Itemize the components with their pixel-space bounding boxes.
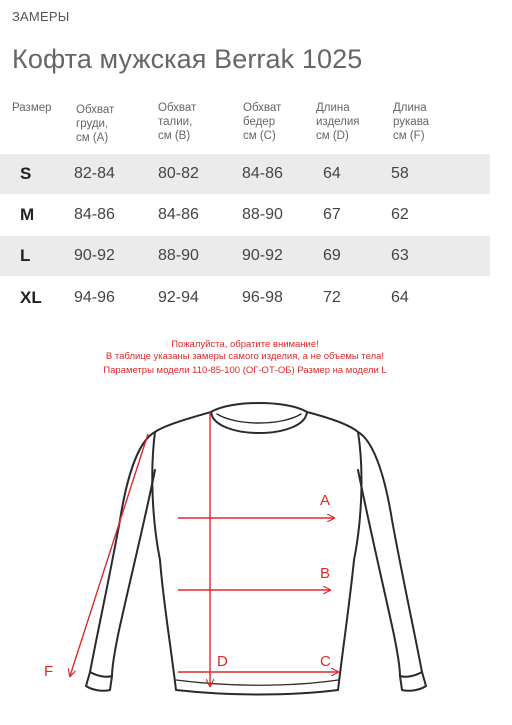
label-a: A	[320, 492, 331, 509]
cell-size: S	[20, 164, 32, 183]
cell-length: 69	[323, 247, 341, 264]
cell-hips: 84-86	[242, 165, 283, 182]
cell-sleeve: 63	[391, 247, 409, 264]
label-b: B	[320, 565, 331, 582]
right-cuff	[400, 672, 426, 691]
cell-hips: 88-90	[242, 206, 283, 223]
notice-line-3: Параметры модели 110-85-100 (ОГ-ОТ-ОБ) Размер на модели L	[103, 365, 387, 376]
label-d: D	[217, 653, 228, 670]
label-f: F	[44, 663, 54, 680]
notice-line-1: Пожалуйста, обратите внимание!	[171, 339, 319, 350]
cell-size: XL	[20, 288, 42, 307]
cell-waist: 92-94	[158, 289, 199, 306]
cell-waist: 80-82	[158, 165, 199, 182]
section-label: ЗАМЕРЫ	[12, 9, 70, 24]
cell-chest: 94-96	[74, 289, 115, 306]
cell-hips: 90-92	[242, 247, 283, 264]
body-left	[152, 412, 211, 690]
left-cuff	[86, 672, 112, 691]
header-chest: Обхват груди, см (А)	[76, 104, 115, 144]
cell-chest: 84-86	[74, 206, 115, 223]
hem-rib	[176, 680, 338, 685]
cell-size: M	[20, 205, 35, 224]
table-row	[0, 154, 490, 194]
measurement-lines	[70, 412, 338, 686]
body-right	[307, 412, 361, 690]
table-row	[0, 236, 490, 276]
cell-waist: 88-90	[158, 247, 199, 264]
collar-inner	[217, 414, 301, 423]
header-waist: Обхват талии, см (В)	[158, 102, 197, 142]
cell-length: 67	[323, 206, 341, 223]
header-sleeve: Длина рукава см (F)	[393, 102, 430, 142]
table-row	[0, 278, 490, 318]
cell-sleeve: 58	[391, 165, 409, 182]
label-c: C	[320, 653, 331, 670]
cell-chest: 82-84	[74, 165, 115, 182]
notice-line-2: В таблице указаны замеры самого изделия, а не объемы тела!	[105, 351, 385, 362]
cell-waist: 84-86	[158, 206, 199, 223]
header-size: Размер	[12, 102, 52, 114]
header-hips: Обхват бедер см (С)	[243, 102, 282, 142]
cell-sleeve: 62	[391, 206, 409, 223]
cell-chest: 90-92	[74, 247, 115, 264]
cell-size: L	[20, 246, 31, 265]
table-row	[0, 195, 490, 235]
cell-length: 72	[323, 289, 341, 306]
sweater-outline	[86, 403, 426, 695]
cell-sleeve: 64	[391, 289, 409, 306]
cell-length: 64	[323, 165, 341, 182]
left-sleeve	[90, 432, 155, 676]
product-title: Кофта мужская Berrak 1025	[12, 44, 363, 74]
sweater-measurement-diagram	[0, 380, 512, 725]
hem	[176, 690, 338, 695]
cell-hips: 96-98	[242, 289, 283, 306]
right-sleeve	[358, 432, 422, 676]
header-length: Длина изделия см (D)	[316, 102, 360, 142]
